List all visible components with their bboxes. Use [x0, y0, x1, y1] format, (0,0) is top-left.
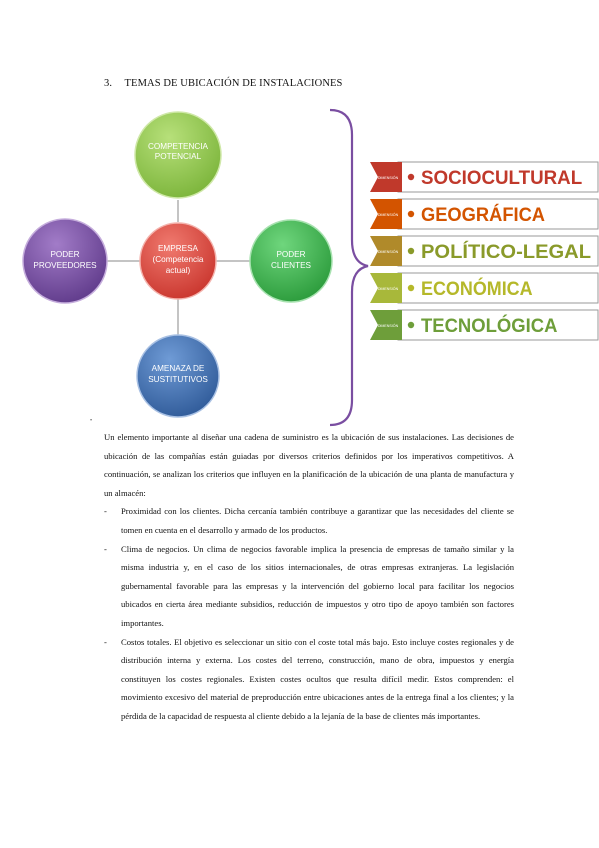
circle-left — [23, 219, 107, 303]
bullet-item — [104, 540, 514, 633]
left-line-2: PROVEEDORES — [33, 261, 97, 270]
dimension-tab-label: DIMENSIÓN — [377, 250, 399, 254]
intro-paragraph: Un elemento importante al diseñar una cadena de suministro es la ubicación de sus instalaciones. Las decisiones de ubicación de las compañías están guiadas por diversos criterios definidos por los imperativos competitivos. A continuación, se analizan los criterios que influyen en la planificación de la ubicación de una planta de manufactura y un almacén: — [104, 432, 514, 498]
dimension-bullet-dot — [408, 211, 414, 217]
center-line-1: EMPRESA — [157, 244, 199, 253]
circle-right — [250, 220, 332, 302]
curly-bracket — [330, 110, 368, 425]
dimension-row — [370, 273, 598, 303]
dimension-label: GEOGRÁFICA — [421, 205, 550, 226]
right-line-2: CLIENTES — [270, 261, 312, 270]
section-title: TEMAS DE UBICACIÓN DE INSTALACIONES — [124, 78, 343, 89]
bullet-dash: - — [104, 543, 107, 554]
dimension-bullet-dot — [408, 174, 414, 180]
dimension-row — [370, 199, 598, 229]
bottom-line-1: AMENAZA DE — [151, 364, 205, 373]
left-line-1: PODER — [50, 250, 80, 259]
dimension-label: ECONÓMICA — [421, 279, 540, 300]
stray-dot: • — [90, 418, 93, 424]
circle-top — [135, 112, 221, 198]
dimension-row — [370, 162, 598, 192]
bottom-line-2: SUSTITUTIVOS — [148, 375, 208, 384]
dimension-bullet-dot — [408, 322, 414, 328]
top-line-1: COMPETENCIA — [147, 142, 209, 151]
dimension-label: TECNOLÓGICA — [421, 316, 562, 337]
dimension-label: POLÍTICO-LEGAL — [421, 242, 582, 263]
dimension-label: SOCIOCULTURAL — [421, 168, 583, 189]
dimension-list — [370, 162, 598, 340]
dimension-row — [370, 310, 598, 340]
bullet-item — [104, 633, 514, 726]
center-line-2: (Competencia — [152, 255, 204, 264]
dimension-tab-label: DIMENSIÓN — [377, 287, 399, 291]
bullet-text: Costos totales. El objetivo es seleccionar un sitio con el coste total más bajo. Esto incluye costes regionales y de distribución interna y externa. Los costes del terreno, construcción, mano de obra, impuestos y energía constituyen los costes regionales. Existen costes ocultos que resulta difícil medir. Estos comprenden: el movimiento excesivo del material de preproducción entre ubicaciones antes de la entrega final a los clientes; y la pérdida de la capacidad de respuesta al cliente debido a la lejanía de la base de clientes más importantes. — [121, 636, 514, 721]
section-number: 3. — [104, 78, 113, 89]
body-text — [104, 428, 514, 726]
bullet-text: Proximidad con los clientes. Dicha cercanía también contribuye a garantizar que las necesidades del cliente se tomen en cuenta en el desarrollo y armado de los productos. — [121, 506, 514, 535]
bullet-item — [104, 502, 514, 539]
circle-center — [140, 223, 216, 299]
bullet-text: Clima de negocios. Un clima de negocios favorable implica la presencia de empresas de tamaño similar y la misma industria y, en el caso de los sitios internacionales, de otras empresas extranjeras. La legislación gubernamental favorable para las empresas y la intervención del gobierno local para facilitar los negocios ubicados en cierta área mediante subsidios, reducción de impuestos y otro tipo de apoyo también son factores importantes. — [121, 543, 514, 628]
dimension-tab-label: DIMENSIÓN — [377, 213, 399, 217]
bullet-dash: - — [104, 636, 107, 647]
dimension-tab-label: DIMENSIÓN — [377, 324, 399, 328]
top-line-2: POTENCIAL — [154, 152, 202, 161]
circle-bottom — [137, 335, 219, 417]
dimension-tab-label: DIMENSIÓN — [377, 176, 399, 180]
dimension-bullet-dot — [408, 248, 414, 254]
center-line-3: actual) — [165, 266, 191, 275]
dimension-row — [370, 236, 598, 266]
bullet-dash: - — [104, 506, 107, 517]
right-line-1: PODER — [276, 250, 306, 259]
dimension-bullet-dot — [408, 285, 414, 291]
